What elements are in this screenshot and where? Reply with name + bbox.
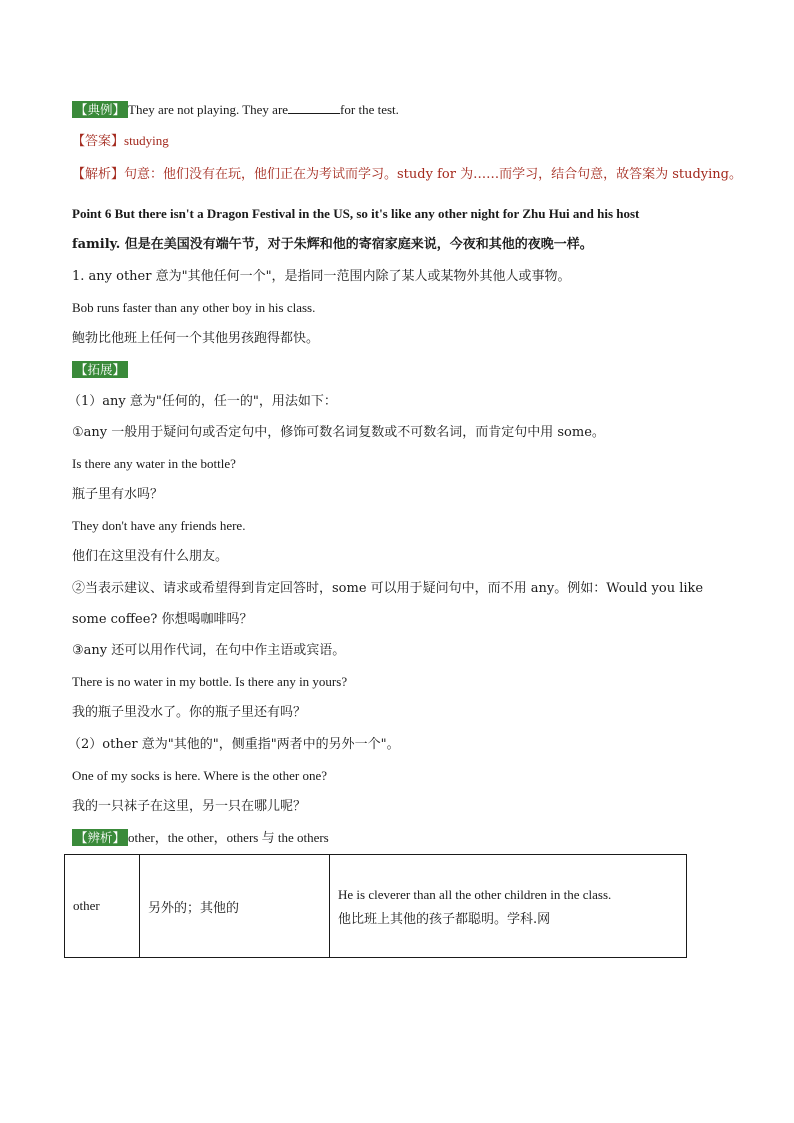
item2-example-en: One of my socks is here. Where is the other one? — [72, 768, 327, 783]
answer-tag: 【答案】 — [72, 134, 125, 149]
rule-1: ①any 一般用于疑问句或否定句中，修饰可数名词复数或不可数名词，而肯定句中用 some。 — [72, 425, 605, 440]
rule3-example-zh: 我的瓶子里没水了。你的瓶子里还有吗？ — [72, 705, 307, 720]
example-english: Bob runs faster than any other boy in his class. — [72, 300, 316, 315]
rule1-example1-en: Is there any water in the bottle? — [72, 456, 236, 471]
rule1-example1-zh: 瓶子里有水吗？ — [72, 487, 164, 502]
distinguish-text: other，the other，others 与 the others — [128, 830, 329, 845]
example-sentence-end: for the test. — [340, 102, 399, 117]
analysis-line — [72, 166, 742, 184]
distinguish-tag: 【辨析】 — [72, 829, 128, 846]
point6-heading-line1: Point 6 But there isn't a Dragon Festival in the US, so it's like any other night for Zhu Hui and his host — [72, 206, 640, 221]
extension-item1: （1）any 意为"任何的，任一的"，用法如下： — [68, 394, 337, 409]
any-other-definition: 1. any other 意为"其他任何一个"，是指同一范围内除了某人或某物外其他人或事物。 — [72, 269, 571, 284]
distinguish-line — [72, 829, 329, 848]
table-word: other — [65, 855, 140, 958]
example-sentence-start: They are not playing. They are — [128, 102, 289, 117]
rule3-example-en: There is no water in my bottle. Is there any in yours? — [72, 674, 348, 689]
table-example-cell — [330, 855, 687, 958]
point6-heading-line2: family. 但是在美国没有端午节，对于朱辉和他的寄宿家庭来说，今夜和其他的夜晚一样。 — [72, 237, 593, 252]
rule-2-line1: ②当表示建议、请求或希望得到肯定回答时，some 可以用于疑问句中，而不用 any。例如：Would you like — [72, 581, 704, 596]
extension-tag-line — [72, 361, 128, 380]
rule1-example2-zh: 他们在这里没有什么朋友。 — [72, 549, 229, 564]
table-example-zh: 他比班上其他的孩子都聪明。学科.网 — [338, 912, 551, 927]
comparison-table — [64, 854, 687, 958]
example-chinese: 鲍勃比他班上任何一个其他男孩跑得都快。 — [72, 331, 320, 346]
analysis-text: 句意：他们没有在玩，他们正在为考试而学习。study for 为……而学习，结合句意，故答案为 studying。 — [124, 167, 742, 182]
extension-item2: （2）other 意为"其他的"，侧重指"两者中的另外一个"。 — [68, 737, 400, 752]
answer-line — [72, 132, 169, 151]
rule-2-line2: some coffee? 你想喝咖啡吗？ — [72, 612, 253, 627]
example-tag: 【典例】 — [72, 101, 128, 118]
extension-tag: 【拓展】 — [72, 361, 128, 378]
rule-3: ③any 还可以用作代词，在句中作主语或宾语。 — [72, 643, 346, 658]
table-example-en: He is cleverer than all the other children in the class. — [338, 887, 612, 902]
example-line — [72, 101, 399, 120]
answer-blank — [288, 101, 340, 114]
table-meaning: 另外的；其他的 — [140, 855, 330, 958]
rule1-example2-en: They don't have any friends here. — [72, 518, 246, 533]
analysis-tag: 【解析】 — [72, 167, 125, 182]
item2-example-zh: 我的一只袜子在这里，另一只在哪儿呢？ — [72, 799, 307, 814]
table-row — [65, 855, 687, 958]
answer-text: studying — [124, 133, 169, 148]
